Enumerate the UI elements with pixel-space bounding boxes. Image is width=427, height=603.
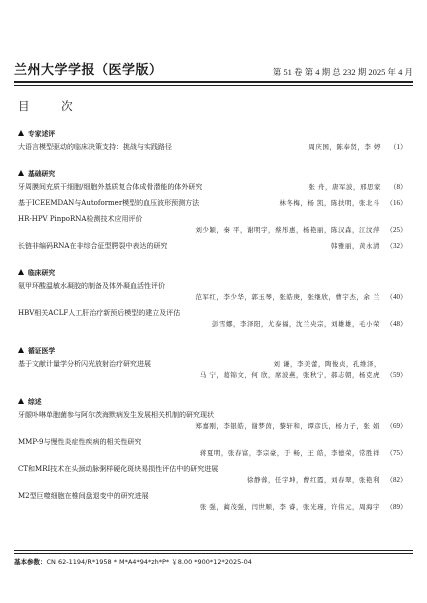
toc-entry[interactable]: [18, 491, 407, 513]
toc-entry[interactable]: [18, 464, 407, 486]
triangle-icon: [18, 130, 24, 136]
header-rule-thin: [14, 85, 413, 86]
section-heading-label: 基础研究: [28, 169, 56, 178]
entry-title: 氨甲环酸温敏水凝胶的制备及体外凝血活性评价: [18, 282, 165, 290]
entry-title: 基于ICEEMDAN与Autoformer模型的血压波形预测方法: [18, 199, 200, 207]
entry-title: CT和MRI技术在头颈动脉粥样硬化斑块易损性评估中的研究进展: [18, 465, 219, 473]
entry-page: （16）: [386, 199, 407, 207]
entry-authors: 刘 谦，李美蕾，陶俊贞，孔维泽，: [273, 360, 381, 368]
entry-title-line: [18, 308, 407, 319]
entry-right: [308, 182, 407, 193]
entry-title: HBV相关ACLF人工肝治疗新预后模型的建立及评估: [18, 309, 181, 317]
entry-title-line: [18, 241, 407, 252]
triangle-icon: [18, 398, 24, 404]
entry-title: HR-HPV PinpoRNA检测技术应用评价: [18, 215, 143, 223]
toc-entry[interactable]: [18, 214, 407, 236]
journal-header: [14, 60, 413, 78]
section-heading-label: 综述: [28, 397, 42, 406]
entry-author-line: [18, 292, 407, 303]
footer-text: CN 62-1194/R*1958 * M*A4*94*zh*P* ￥8.00 *900*12*2025-04: [46, 558, 252, 566]
toc-entry[interactable]: [18, 281, 407, 303]
section-heading-label: 专家述评: [28, 129, 56, 138]
entry-title-line: [18, 410, 407, 421]
toc-entry[interactable]: [18, 182, 407, 193]
triangle-icon: [18, 170, 24, 176]
entry-authors: 周庆国，陈奉贤，李 婷: [308, 143, 381, 151]
entry-page: （40）: [386, 293, 407, 301]
entry-authors: 徐静蓉，任宇坤，曹红霞，刘春翠，张艳利: [247, 476, 380, 484]
section-heading: [18, 344, 407, 355]
entry-author-line: [18, 421, 407, 432]
toc-entry[interactable]: [18, 308, 407, 330]
toc-entry[interactable]: [18, 437, 407, 459]
entry-authors: 刘少颖，秦 平，谢明宇，蔡彤惠，杨艳丽，陈汉森，江汶萍: [195, 226, 380, 234]
entry-right: [308, 142, 407, 153]
entry-title-line: [18, 437, 407, 448]
entry-title-line: [18, 359, 407, 370]
entry-page: （82）: [386, 476, 407, 484]
entry-title-line: [18, 182, 407, 193]
toc-entry[interactable]: [18, 198, 407, 209]
section-heading: [18, 266, 407, 277]
entry-authors: 范军红，李少华，郭玉琴，张皓庚，张继欣，曹宇杰，余 兰: [195, 293, 380, 301]
entry-authors: 张 舟，唐军波，邢思家: [308, 183, 381, 191]
issue-info: 第 51 卷 第 4 期 总 232 期 2025 年 4 月: [272, 67, 413, 77]
entry-page: （48）: [386, 320, 407, 328]
entry-authors: 韩雅丽，黄永清: [331, 242, 380, 250]
entry-page: （75）: [386, 449, 407, 457]
entry-page: （1）: [389, 143, 407, 151]
entry-page: （69）: [386, 422, 407, 430]
footer-label: 基本参数：: [14, 558, 47, 566]
entry-title-line: [18, 142, 407, 153]
triangle-icon: [18, 347, 24, 353]
entry-title: 基于文献计量学分析闪光放射治疗研究进展: [18, 360, 151, 368]
entry-authors: 林冬梅，杨 凯，陈扶明，张北斗: [279, 199, 380, 207]
entry-page: （59）: [386, 371, 407, 379]
entry-title: 牙龈卟啉单胞菌参与阿尔茨海默病发生发展相关机制的研究现状: [18, 411, 214, 419]
entry-title: M2型巨噬细胞在椎间盘退变中的研究进展: [18, 492, 149, 500]
entry-author-line: [18, 475, 407, 486]
toc-entry[interactable]: [18, 359, 407, 381]
entry-author-line: [18, 370, 407, 381]
entry-title: 大语言模型驱动的临床决策支持：挑战与实践路径: [18, 143, 172, 151]
toc-title: 目 次: [18, 99, 87, 113]
entry-authors: 郑嘉刚，李银皓，谢梦茵，黎轩和，谭彦氏，杨力子，张 娟: [195, 422, 380, 430]
entry-title: MMP-9与慢性炎症性疾病的相关性研究: [18, 438, 142, 446]
entry-author-line: [18, 502, 407, 513]
section-heading: [18, 395, 407, 406]
entry-authors: 张 强，蔺茂强，闫世顺，李 睿，张光瑾，许伟元，周海宇: [199, 503, 380, 511]
entry-title-line: [18, 281, 407, 292]
entry-title-line: [18, 198, 407, 209]
journal-title: 兰州大学学报（医学版）: [14, 63, 163, 78]
entry-author-line: [18, 225, 407, 236]
entry-page: （89）: [386, 503, 407, 511]
entry-authors: 彭雪娜，李泽阳，尤泰福，沈兰央宗，刘雄雄，毛小荣: [212, 320, 380, 328]
footer-rule-thick: [14, 550, 413, 551]
entry-authors-continued: 马 宁，葛锦文，何 欣，席波燕，张秋宁，郝志朝，杨克虎: [199, 371, 380, 379]
toc-entry[interactable]: [18, 410, 407, 432]
entry-title-line: [18, 214, 407, 225]
section-heading: [18, 127, 407, 138]
entry-title-line: [18, 464, 407, 475]
basic-parameters: [14, 557, 252, 566]
footer-rule-thin: [14, 553, 413, 554]
entry-author-line: [18, 448, 407, 459]
entry-right: [279, 198, 407, 209]
section-heading-label: 临床研究: [28, 268, 56, 277]
section-heading: [18, 167, 407, 178]
toc-entry[interactable]: [18, 142, 407, 153]
toc-list: [18, 127, 407, 527]
toc-entry[interactable]: [18, 241, 407, 252]
entry-title-line: [18, 491, 407, 502]
section-heading-label: 循证医学: [28, 346, 56, 355]
entry-page: （25）: [386, 226, 407, 234]
entry-right: [331, 241, 407, 252]
entry-title: 长链非编码RNA在非综合征型腭裂中表达的研究: [18, 242, 168, 250]
entry-title: 牙周膜间充质干细胞/细胞外基质复合体成骨潜能的体外研究: [18, 183, 203, 191]
entry-page: （32）: [386, 242, 407, 250]
entry-author-line: [18, 319, 407, 330]
header-rule-thick: [14, 81, 413, 83]
entry-authors: 蒋夏明，张春富，李宗豪，于 畅，王 皓，李德荣，常胜祥: [199, 449, 380, 457]
entry-page: （8）: [389, 183, 407, 191]
triangle-icon: [18, 269, 24, 275]
